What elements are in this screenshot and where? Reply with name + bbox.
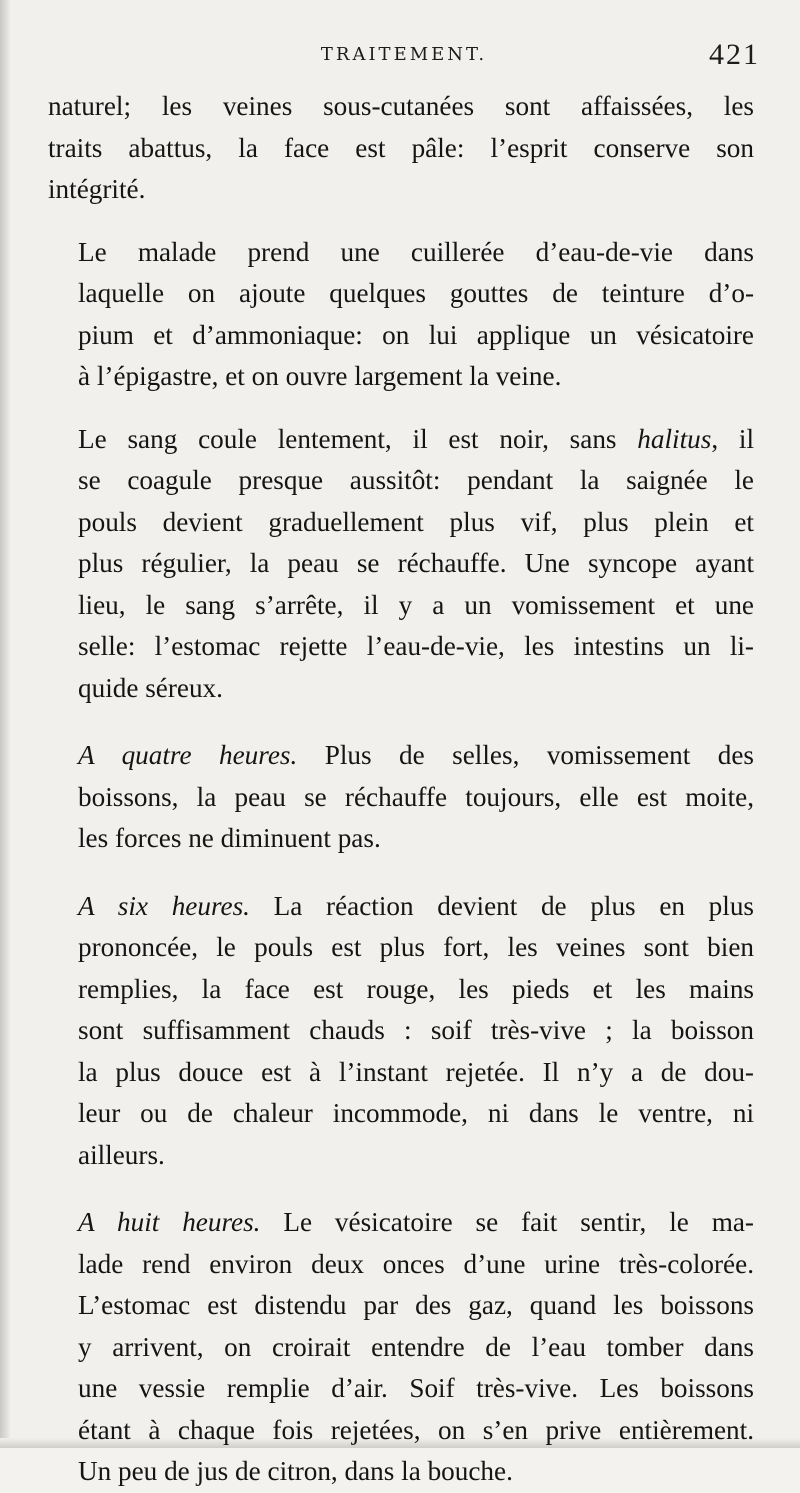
running-head: TRAITEMENT. <box>320 44 488 65</box>
paragraph-6 <box>48 1202 754 1493</box>
text-run: Le vésicatoire se fait sentir, le ma- <box>260 1207 754 1237</box>
text-line: Un peu de jus de citron, dans la bouche. <box>78 1456 513 1486</box>
text-line: plus régulier, la peau se réchauffe. Une syncope ayant <box>78 548 754 578</box>
text-line: lieu, le sang s’arrête, il y a un vomissement et une <box>78 589 754 620</box>
text-line: sont suffisamment chauds : soif très-vive ; la boisson <box>78 1015 754 1045</box>
text-line-mixed <box>48 886 754 928</box>
text-line: traits abattus, la face est pâle: l’esprit conserve son <box>48 132 754 163</box>
text-run: La réaction devient de plus en plus <box>249 890 754 921</box>
text-line: lade rend environ deux onces d’une urine très-colorée. <box>78 1248 754 1279</box>
text-run: Le sang coule lentement, il est noir, sans <box>78 423 617 454</box>
text-run: , il <box>711 423 755 454</box>
text-line: intégrité. <box>48 174 146 204</box>
text-line: L’estomac est distendu par des gaz, quand les boissons <box>78 1290 754 1320</box>
page-header <box>48 40 760 80</box>
text-line: prononcée, le pouls est plus fort, les veines sont bien <box>78 932 754 962</box>
paragraph-2 <box>48 232 754 398</box>
text-line: ailleurs. <box>78 1139 165 1170</box>
text-line-mixed <box>48 419 754 461</box>
text-line-mixed <box>48 735 754 777</box>
time-heading: A quatre heures. <box>78 740 298 770</box>
page-edge-shadow <box>0 0 10 1448</box>
text-line: à l’épigastre, et on ouvre largement la veine. <box>78 361 562 391</box>
paragraph-5 <box>48 886 754 1177</box>
text-line: leur ou de chaleur incommode, ni dans le ventre, ni <box>78 1098 754 1128</box>
text-line: laquelle on ajoute quelques gouttes de teinture d’o- <box>78 278 754 308</box>
text-line: remplies, la face est rouge, les pieds et les mains <box>78 973 754 1004</box>
text-line: se coagule presque aussitôt: pendant la saignée le <box>78 465 754 495</box>
text-line-mixed <box>48 1202 754 1244</box>
text-line: pouls devient graduellement plus vif, plus plein et <box>78 506 754 537</box>
text-line: la plus douce est à l’instant rejetée. Il n’y a de dou- <box>78 1056 754 1087</box>
text-line: pium et d’ammoniaque: on lui applique un vésicatoire <box>78 319 754 350</box>
time-heading: A huit heures. <box>78 1207 261 1237</box>
text-line: boissons, la peau se réchauffe toujours, elle est moite, <box>78 781 754 812</box>
body-text <box>48 86 754 1493</box>
text-run: Plus de selles, vomissement des <box>297 740 754 770</box>
text-line: Le malade prend une cuillerée d’eau-de-vie dans <box>78 236 754 267</box>
italic-term: halitus <box>637 423 712 454</box>
paragraph-4 <box>48 735 754 860</box>
time-heading: A six heures. <box>78 890 250 921</box>
text-line: naturel; les veines sous-cutanées sont affaissées, les <box>48 91 754 121</box>
text-line: selle: l’estomac rejette l’eau-de-vie, les intestins un li- <box>78 631 754 661</box>
text-line: quide séreux. <box>78 672 223 703</box>
page-number: 421 <box>709 38 760 71</box>
text-line: y arrivent, on croirait entendre de l’eau tomber dans <box>78 1331 754 1362</box>
paragraph-3 <box>48 419 754 710</box>
text-line: les forces ne diminuent pas. <box>78 823 381 853</box>
text-line: étant à chaque fois rejetées, on s’en prive entièrement. <box>78 1414 754 1445</box>
paragraph-1 <box>48 86 754 211</box>
text-line: une vessie remplie d’air. Soif très-vive. Les boissons <box>78 1373 754 1403</box>
